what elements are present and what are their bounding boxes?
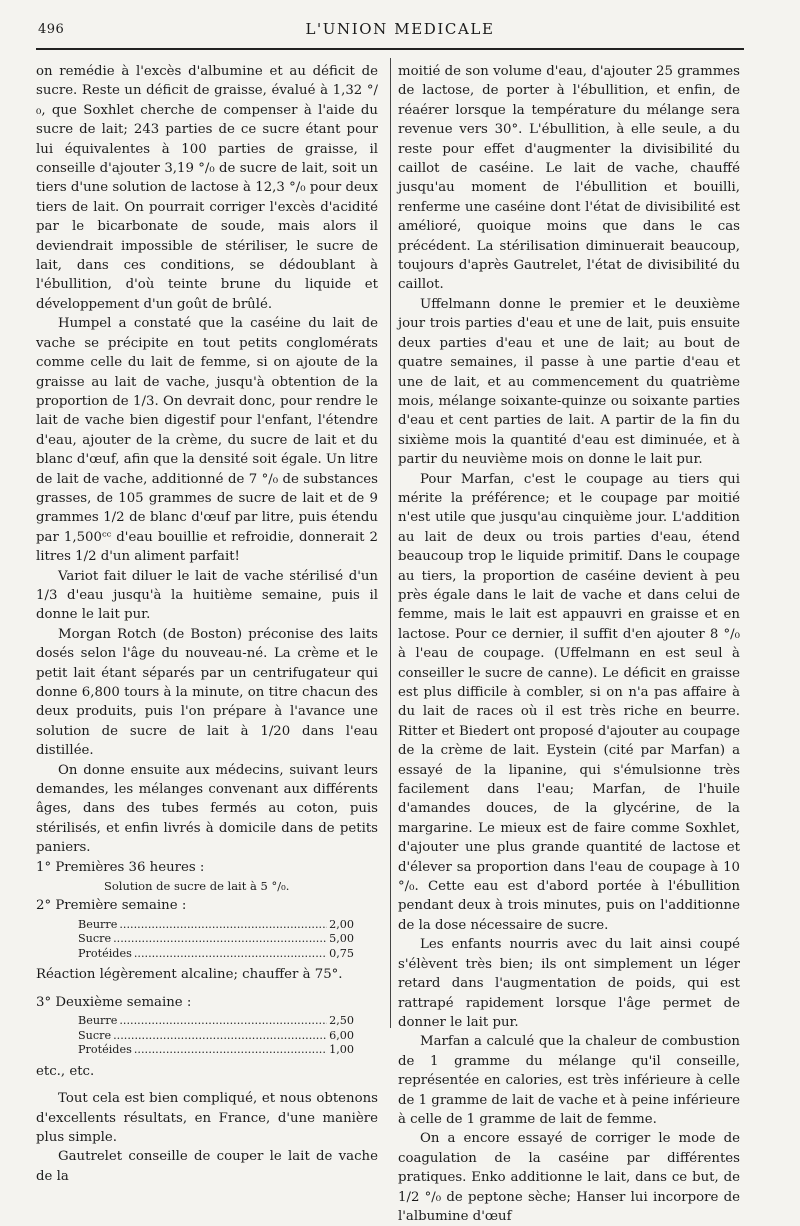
recipe-row	[78, 1043, 354, 1058]
section-heading: 2° Première semaine :	[36, 898, 187, 914]
paragraph: Gautrelet conseille de couper le lait de vache de la	[36, 1149, 378, 1184]
paragraph: Pour Marfan, c'est le coupage au tiers qui mérite la préférence; et le coupage par moitié n'est utile que jusqu'au cinquième jour. L'addition au lait de deux ou trois parties d'eau, étend beaucoup trop le liquide primitif. Dans le coupage au tiers, la proportion de caséine devient à peu près égale dans le lait de vache et dans celui de femme, mais le lait est appauvri en graisse et en lactose. Pour ce dernier, il suffit d'en ajouter 8 °/₀ à l'eau de coupage. (Uffelmann en est seul à conseiller le sucre de canne). Le déficit en graisse est plus difficile à combler, si on n'a pas affaire à du lait de races où il est très riche en beurre. Ritter et Biedert ont proposé d'ajouter au coupage de la crème de lait. Eystein (cité par Marfan) a essayé de la lipanine, qui s'émulsionne très facilement dans l'eau; Marfan, de l'huile d'amandes douces, de la glycérine, de la margarine. Le mieux est de faire comme Soxhlet, d'ajouter une plus grande quantité de lactose et d'élever sa proportion dans l'eau de coupage à 10 °/₀. Cette eau est d'abord portée à l'ébullition pendant deux à trois minutes, puis on l'additionne de la dose nécessaire de sucre.	[398, 471, 740, 933]
recipe-table	[78, 918, 354, 962]
paragraph: etc., etc.	[36, 1063, 95, 1079]
recipe-row	[78, 947, 354, 962]
column-divider	[390, 58, 391, 1028]
ingredient-value: 5,00	[329, 932, 354, 946]
paragraph: Réaction légèrement alcaline; chauffer à 75°.	[36, 967, 343, 983]
paragraph: Tout cela est bien compliqué, et nous obtenons d'excellents résultats, en France, d'une manière plus simple.	[36, 1091, 378, 1145]
paragraph: On donne ensuite aux médecins, suivant leurs demandes, les mélanges convenant aux différents âges, dans des tubes fermés au coton, puis stérilisés, et enfin livrés à domicile dans de petits paniers.	[36, 762, 378, 856]
paragraph: Variot fait diluer le lait de vache stérilisé d'un 1/3 d'eau jusqu'à la huitième semaine, puis il donne le lait pur.	[36, 568, 378, 623]
ingredient-name: Beurre	[78, 1014, 118, 1028]
paragraph: On a encore essayé de corriger le mode de coagulation de la caséine par différentes pratiques. Enko additionne le lait, dans ce but, de 1/2 °/₀ de peptone sèche; Hanser lui incorpore de l'albumine d'œuf	[398, 1131, 740, 1224]
paragraph: on remédie à l'excès d'albumine et au déficit de sucre. Reste un déficit de graisse, évalué à 1,32 °/₀, que Soxhlet cherche de compenser à l'aide du sucre de lait; 243 parties de ce sucre étant pour lui équivalentes à 100 parties de graisse, il conseille d'ajouter 3,19 °/₀ de sucre de lait, soit un tiers d'une solution de lactose à 12,3 °/₀ pour deux tiers de lait. On pourrait corriger l'excès d'acidité par le bicarbonate de soude, mais alors il deviendrait impossible de stériliser, le sucre de lait, dans ces conditions, se dédoublant à l'ébullition, d'où teinte brune du liquide et développement d'un goût de brûlé.	[36, 64, 378, 312]
ingredient-value: 2,00	[329, 917, 354, 931]
header-rule	[36, 48, 744, 50]
paragraph: Uffelmann donne le premier et le deuxième jour trois parties d'eau et une de lait, puis ensuite deux parties d'eau et une de lait; au bout de quatre semaines, il passe à une partie d'eau et une de lait, et au commencement du quatrième mois, mélange soixante-quinze ou soixante parties d'eau et cent parties de lait. A partir de la fin du sixième mois la quantité d'eau est diminuée, et à partir du neuvième mois on donne le lait pur.	[398, 296, 740, 468]
formula-line: Solution de sucre de lait à 5 °/₀.	[104, 879, 290, 894]
ingredient-name: Protéides	[78, 946, 132, 960]
paragraph: Les enfants nourris avec du lait ainsi coupé s'élèvent très bien; ils ont simplement un léger retard dans l'augmentation de poids, qui est rattrapé rapidement lorsque l'âge permet de donner le lait pur.	[398, 937, 740, 1030]
left-column	[36, 62, 378, 1186]
paragraph: moitié de son volume d'eau, d'ajouter 25 grammes de lactose, de porter à l'ébullition, et enfin, de réaérer lorsque la température du mélange sera revenue vers 30°. L'ébullition, à elle seule, a du reste pour effet d'augmenter la divisibilité du caillot de caséine. Le lait de vache, chauffé jusqu'au moment de l'ébullition et bouilli, renferme une caséine dont l'état de divisibilité est amélioré, quoique moins que dans le cas précédent. La stérilisation diminuerait beaucoup, toujours d'après Gautrelet, l'état de divisibilité du caillot.	[398, 64, 740, 293]
recipe-row	[78, 918, 354, 933]
ingredient-value: 0,75	[329, 946, 354, 960]
ingredient-name: Sucre	[78, 1028, 112, 1042]
recipe-row	[78, 932, 354, 947]
paragraph: Marfan a calculé que la chaleur de combustion de 1 gramme du mélange qu'il conseille, représentée en calories, est très inférieure à celle de 1 gramme de lait de vache et à peine inférieure à celle de 1 gramme de lait de femme.	[398, 1034, 740, 1127]
page-number: 496	[38, 22, 65, 37]
ingredient-value: 1,00	[329, 1043, 354, 1057]
section-heading: 3° Deuxième semaine :	[36, 994, 192, 1010]
paragraph: Morgan Rotch (de Boston) préconise des laits dosés selon l'âge du nouveau-né. La crème et le petit lait étant séparés par un centrifugateur qui donne 6,800 tours à la minute, on titre chacun des deux produits, puis l'on prépare à l'avance une solution de sucre de lait à 1/20 dans l'eau distillée.	[36, 626, 378, 759]
ingredient-name: Protéides	[78, 1043, 132, 1057]
recipe-row	[78, 1014, 354, 1029]
recipe-table	[78, 1014, 354, 1058]
right-column	[398, 62, 740, 1226]
section-heading: 1° Premières 36 heures :	[36, 859, 205, 875]
ingredient-name: Beurre	[78, 917, 118, 931]
paragraph: Humpel a constaté que la caséine du lait de vache se précipite en tout petits conglomérats comme celle du lait de femme, si on ajoute de la graisse au lait de vache, jusqu'à obtention de la proportion de 1/3. On devrait donc, pour rendre le lait de vache bien digestif pour l'enfant, l'étendre d'eau, ajouter de la crème, du sucre de lait et du blanc d'œuf, afin que la densité soit égale. Un litre de lait de vache, additionné de 7 °/₀ de substances grasses, de 105 grammes de sucre de lait et de 9 grammes 1/2 de blanc d'œuf par litre, puis étendu par 1,500ᶜᶜ d'eau bouillie et refroidie, donnerait 2 litres 1/2 d'un aliment parfait!	[36, 316, 378, 565]
ingredient-name: Sucre	[78, 932, 112, 946]
recipe-row	[78, 1029, 354, 1044]
ingredient-value: 6,00	[329, 1028, 354, 1042]
ingredient-value: 2,50	[329, 1014, 354, 1028]
journal-title: L'UNION MEDICALE	[305, 20, 495, 38]
